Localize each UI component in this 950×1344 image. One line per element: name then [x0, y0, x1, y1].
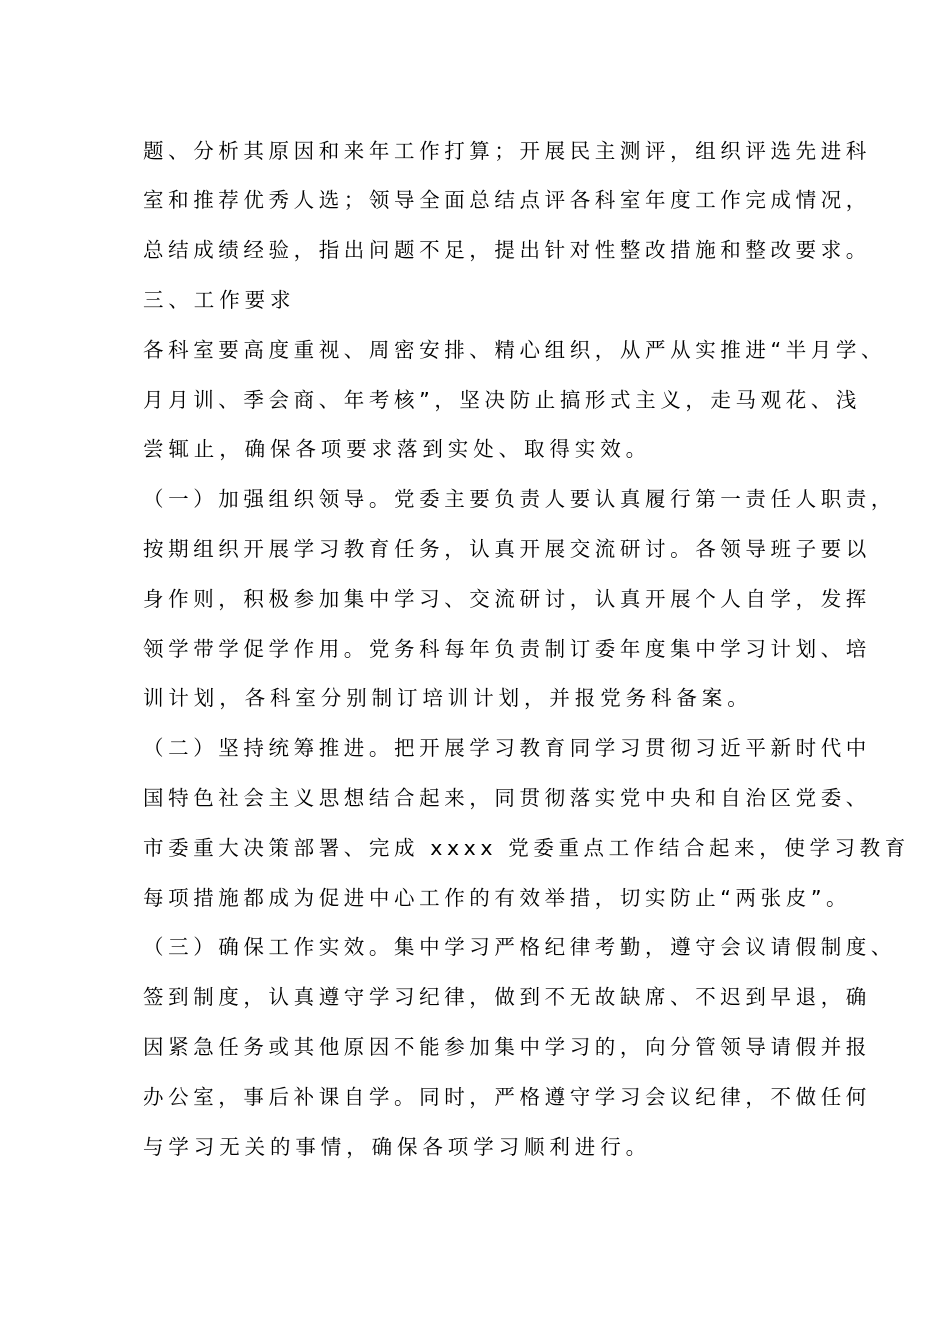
text-line: 训计划，各科室分别制订培训计划，并报党务科备案。 [143, 686, 753, 710]
text-line: 签到制度，认真遵守学习纪律，做到不无故缺席、不迟到早退，确 [143, 985, 871, 1009]
text-line: 市委重大决策部署、完成 xxxx 党委重点工作结合起来，使学习教育 [143, 836, 910, 860]
subsection-line: （一）加强组织领导。党委主要负责人要认真履行第一责任人职责， [143, 487, 896, 511]
text-line: 国特色社会主义思想结合起来，同贯彻落实党中央和自治区党委、 [143, 786, 871, 810]
subsection-line: （三）确保工作实效。集中学习严格纪律考勤，遵守会议请假制度、 [143, 935, 896, 959]
text-line: 尝辄止，确保各项要求落到实处、取得实效。 [143, 437, 651, 461]
subsection-line: （二）坚持统筹推进。把开展学习教育同学习贯彻习近平新时代中 [143, 736, 871, 760]
text-line: 与学习无关的事情，确保各项学习顺利进行。 [143, 1135, 651, 1159]
text-line: 按期组织开展学习教育任务，认真开展交流研讨。各领导班子要以 [143, 537, 871, 561]
text-line: 每项措施都成为促进中心工作的有效举措，切实防止“两张皮”。 [143, 886, 852, 910]
text-line: 各科室要高度重视、周密安排、精心组织，从严从实推进“半月学、 [143, 338, 887, 362]
text-line: 题、分析其原因和来年工作打算；开展民主测评，组织评选先进科 [143, 139, 871, 163]
text-line: 身作则，积极参加集中学习、交流研讨，认真开展个人自学，发挥 [143, 587, 871, 611]
text-line: 室和推荐优秀人选；领导全面总结点评各科室年度工作完成情况， [143, 188, 871, 212]
section-heading: 三、工作要求 [143, 288, 296, 312]
text-line: 月月训、季会商、年考核”，坚决防止搞形式主义，走马观花、浅 [143, 388, 862, 412]
text-line: 领学带学促学作用。党务科每年负责制订委年度集中学习计划、培 [143, 637, 871, 661]
text-line: 办公室，事后补课自学。同时，严格遵守学习会议纪律，不做任何 [143, 1085, 871, 1109]
text-line: 总结成绩经验，指出问题不足，提出针对性整改措施和整改要求。 [143, 238, 871, 262]
text-line: 因紧急任务或其他原因不能参加集中学习的，向分管领导请假并报 [143, 1035, 871, 1059]
